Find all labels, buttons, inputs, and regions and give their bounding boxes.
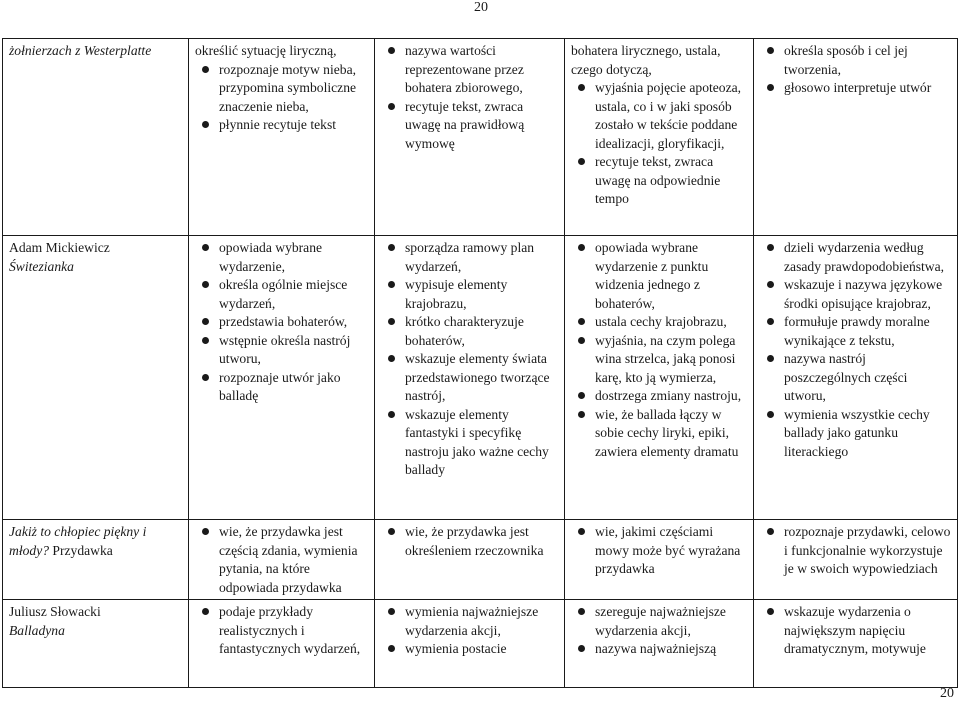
- requirements-cell-level-1: [189, 236, 375, 520]
- bullet-dot-icon: [578, 337, 585, 344]
- bullet-text: opowiada wybrane wydarzenie z punktu widzenia jednego z bohaterów,: [595, 240, 709, 311]
- bullet-dot-icon: [388, 244, 395, 251]
- bullet-text: wymienia wszystkie cechy ballady jako gatunku literackiego: [784, 406, 930, 459]
- requirements-cell-level-1: [189, 39, 375, 236]
- bullet-dot-icon: [578, 645, 585, 652]
- bullet-item: [195, 523, 369, 597]
- bullet-text: wyjaśnia, na czym polega wina strzelca, jaką ponosi karę, kto ją wymierza,: [595, 332, 736, 385]
- bullet-item: [195, 239, 369, 276]
- bullet-dot-icon: [202, 121, 209, 128]
- bullet-dot-icon: [388, 318, 395, 325]
- bullet-text: opowiada wybrane wydarzenie,: [219, 240, 323, 274]
- bullet-item: [381, 350, 559, 406]
- bullet-item: [381, 406, 559, 480]
- bullet-text: dostrzega zmiany nastroju,: [595, 388, 742, 403]
- bullet-text: formułuje prawdy moralne wynikające z tekstu,: [784, 314, 930, 348]
- bullet-text: rozpoznaje przydawki, celowo i funkcjonalnie wykorzystuje je w swoich wypowiedziach: [784, 524, 951, 576]
- bullet-dot-icon: [767, 411, 774, 418]
- bullet-item: [760, 406, 952, 462]
- bullet-item: [195, 61, 369, 117]
- bullet-text: wypisuje elementy krajobrazu,: [405, 277, 508, 311]
- requirements-cell-level-2: [375, 39, 565, 236]
- bullet-text: wyjaśnia pojęcie apoteoza, ustala, co i w jaki sposób zostało w tekście poddane idealizacji, gloryfikacji,: [595, 80, 742, 151]
- bullet-item: [571, 523, 748, 579]
- work-title-cell: [3, 236, 189, 520]
- bullet-dot-icon: [767, 47, 774, 54]
- table-row: [3, 520, 958, 600]
- bullet-dot-icon: [202, 608, 209, 615]
- bullet-text: wskazuje elementy fantastyki i specyfikę nastroju jako ważne cechy ballady: [405, 406, 549, 477]
- bullet-dot-icon: [388, 411, 395, 418]
- bullet-item: [571, 603, 748, 640]
- bullet-dot-icon: [578, 608, 585, 615]
- table-row: [3, 600, 958, 688]
- bullet-dot-icon: [767, 528, 774, 535]
- bullet-item: [760, 350, 952, 406]
- bullet-item: [195, 332, 369, 369]
- bullet-text: recytuje tekst, zwraca uwagę na prawidłową wymowę: [405, 98, 525, 151]
- requirements-cell-level-3: [565, 520, 754, 600]
- bullet-text: nazywa wartości reprezentowane przez bohatera zbiorowego,: [405, 43, 524, 95]
- bullet-text: nazywa nastrój poszczególnych części utworu,: [784, 351, 908, 403]
- bullet-dot-icon: [767, 84, 774, 91]
- bullet-item: [381, 98, 559, 154]
- bullet-item: [381, 313, 559, 350]
- bullet-text: dzieli wydarzenia według zasady prawdopodobieństwa,: [784, 240, 945, 274]
- bullet-dot-icon: [578, 244, 585, 251]
- bullet-dot-icon: [578, 528, 585, 535]
- bullet-dot-icon: [202, 66, 209, 73]
- bullet-text: rozpoznaje utwór jako balladę: [219, 369, 341, 403]
- bullet-dot-icon: [767, 318, 774, 325]
- bullet-text: określa ogólnie miejsce wydarzeń,: [219, 277, 348, 311]
- work-title-cell: [3, 600, 189, 688]
- bullet-dot-icon: [767, 608, 774, 615]
- bullet-item: [195, 313, 369, 332]
- bullet-dot-icon: [388, 645, 395, 652]
- requirements-cell-level-2: [375, 520, 565, 600]
- bullet-item: [760, 79, 952, 98]
- bullet-item: [571, 79, 748, 153]
- bullet-dot-icon: [578, 158, 585, 165]
- bullet-item: [195, 116, 369, 135]
- work-title: [9, 523, 183, 560]
- bullet-dot-icon: [767, 281, 774, 288]
- bullet-item: [195, 603, 369, 659]
- work-title: [9, 603, 183, 640]
- continuation-text: określić sytuację liryczną,: [195, 43, 337, 58]
- bullet-dot-icon: [202, 374, 209, 381]
- bullet-item: [760, 42, 952, 79]
- bullet-dot-icon: [578, 84, 585, 91]
- bullet-item: [195, 369, 369, 406]
- work-author: Juliusz Słowacki: [9, 604, 101, 619]
- bullet-text: krótko charakteryzuje bohaterów,: [405, 314, 524, 348]
- bullet-text: wstępnie określa nastrój utworu,: [219, 332, 351, 366]
- bullet-text: podaje przykłady realistycznych i fantastycznych wydarzeń,: [219, 604, 361, 656]
- requirements-cell-level-3: [565, 39, 754, 236]
- requirements-cell-level-3: [565, 236, 754, 520]
- bullet-dot-icon: [578, 411, 585, 418]
- bullet-dot-icon: [388, 281, 395, 288]
- bullet-item: [571, 387, 748, 406]
- requirements-cell-level-3: [565, 600, 754, 688]
- requirements-cell-level-2: [375, 600, 565, 688]
- requirements-cell-level-4: [754, 600, 958, 688]
- bullet-text: wskazuje elementy świata przedstawionego tworzące nastrój,: [405, 351, 550, 403]
- requirements-cell-level-1: [189, 600, 375, 688]
- page-number-top: 20: [474, 0, 488, 15]
- requirements-cell-level-4: [754, 236, 958, 520]
- bullet-text: wymienia najważniejsze wydarzenia akcji,: [405, 604, 539, 638]
- bullet-item: [381, 239, 559, 276]
- work-title-italic: Balladyna: [9, 622, 65, 638]
- requirements-table: [2, 38, 958, 688]
- table-row: [3, 39, 958, 236]
- bullet-dot-icon: [578, 318, 585, 325]
- bullet-item: [381, 640, 559, 659]
- bullet-text: płynnie recytuje tekst: [219, 117, 337, 132]
- bullet-text: wie, że ballada łączy w sobie cechy liryki, epiki, zawiera elementy dramatu: [595, 406, 739, 459]
- bullet-item: [381, 42, 559, 98]
- bullet-item: [571, 239, 748, 313]
- bullet-text: wymienia postacie: [405, 641, 507, 656]
- bullet-dot-icon: [202, 318, 209, 325]
- work-title-italic: Jakiż to chłopiec piękny i młody?: [9, 524, 147, 558]
- table-row: [3, 236, 958, 520]
- work-title-italic: Świtezianka: [9, 258, 74, 274]
- bullet-item: [760, 523, 952, 579]
- bullet-text: recytuje tekst, zwraca uwagę na odpowiednie tempo: [595, 154, 721, 206]
- work-title: [9, 42, 183, 61]
- bullet-item: [571, 332, 748, 388]
- bullet-item: [381, 523, 559, 560]
- bullet-text: sporządza ramowy plan wydarzeń,: [405, 240, 535, 274]
- requirements-cell-level-4: [754, 520, 958, 600]
- bullet-dot-icon: [767, 355, 774, 362]
- bullet-dot-icon: [388, 47, 395, 54]
- bullet-text: wie, jakimi częściami mowy może być wyrażana przydawka: [595, 524, 741, 576]
- bullet-text: wie, że przydawka jest częścią zdania, wymienia pytania, na które odpowiada przydawka: [219, 524, 358, 595]
- bullet-text: określa sposób i cel jej tworzenia,: [784, 43, 908, 77]
- bullet-text: wie, że przydawka jest określeniem rzeczownika: [405, 524, 544, 558]
- bullet-item: [571, 640, 748, 659]
- bullet-dot-icon: [388, 528, 395, 535]
- requirements-cell-level-4: [754, 39, 958, 236]
- requirements-cell-level-2: [375, 236, 565, 520]
- bullet-dot-icon: [202, 528, 209, 535]
- bullet-item: [571, 406, 748, 462]
- bullet-text: rozpoznaje motyw nieba, przypomina symboliczne znaczenie nieba,: [219, 61, 357, 114]
- requirements-cell-level-1: [189, 520, 375, 600]
- bullet-text: nazywa najważniejszą: [595, 641, 717, 656]
- bullet-dot-icon: [388, 103, 395, 110]
- bullet-item: [760, 313, 952, 350]
- bullet-item: [195, 276, 369, 313]
- bullet-dot-icon: [578, 392, 585, 399]
- page-number-bottom: 20: [940, 686, 954, 701]
- bullet-dot-icon: [202, 244, 209, 251]
- bullet-text: przedstawia bohaterów,: [219, 314, 348, 329]
- bullet-item: [571, 313, 748, 332]
- bullet-item: [760, 276, 952, 313]
- work-title: [9, 239, 183, 276]
- bullet-dot-icon: [388, 355, 395, 362]
- work-title-cell: [3, 520, 189, 600]
- bullet-item: [760, 239, 952, 276]
- bullet-item: [381, 276, 559, 313]
- bullet-text: głosowo interpretuje utwór: [784, 80, 932, 95]
- work-title-cell: [3, 39, 189, 236]
- bullet-text: wskazuje i nazywa językowe środki opisujące krajobraz,: [784, 277, 943, 311]
- bullet-text: szereguje najważniejsze wydarzenia akcji,: [595, 604, 726, 638]
- bullet-item: [760, 603, 952, 659]
- work-author: Przydawka: [49, 542, 113, 558]
- bullet-item: [381, 603, 559, 640]
- bullet-dot-icon: [202, 337, 209, 344]
- bullet-item: [571, 153, 748, 209]
- bullet-dot-icon: [388, 608, 395, 615]
- bullet-dot-icon: [202, 281, 209, 288]
- bullet-dot-icon: [767, 244, 774, 251]
- bullet-text: wskazuje wydarzenia o największym napięciu dramatycznym, motywuje: [784, 604, 926, 656]
- continuation-text: bohatera lirycznego, ustala, czego dotyczą,: [571, 43, 721, 77]
- work-title-italic: żołnierzach z Westerplatte: [9, 43, 152, 58]
- bullet-text: ustala cechy krajobrazu,: [595, 314, 727, 329]
- work-author: Adam Mickiewicz: [9, 240, 110, 255]
